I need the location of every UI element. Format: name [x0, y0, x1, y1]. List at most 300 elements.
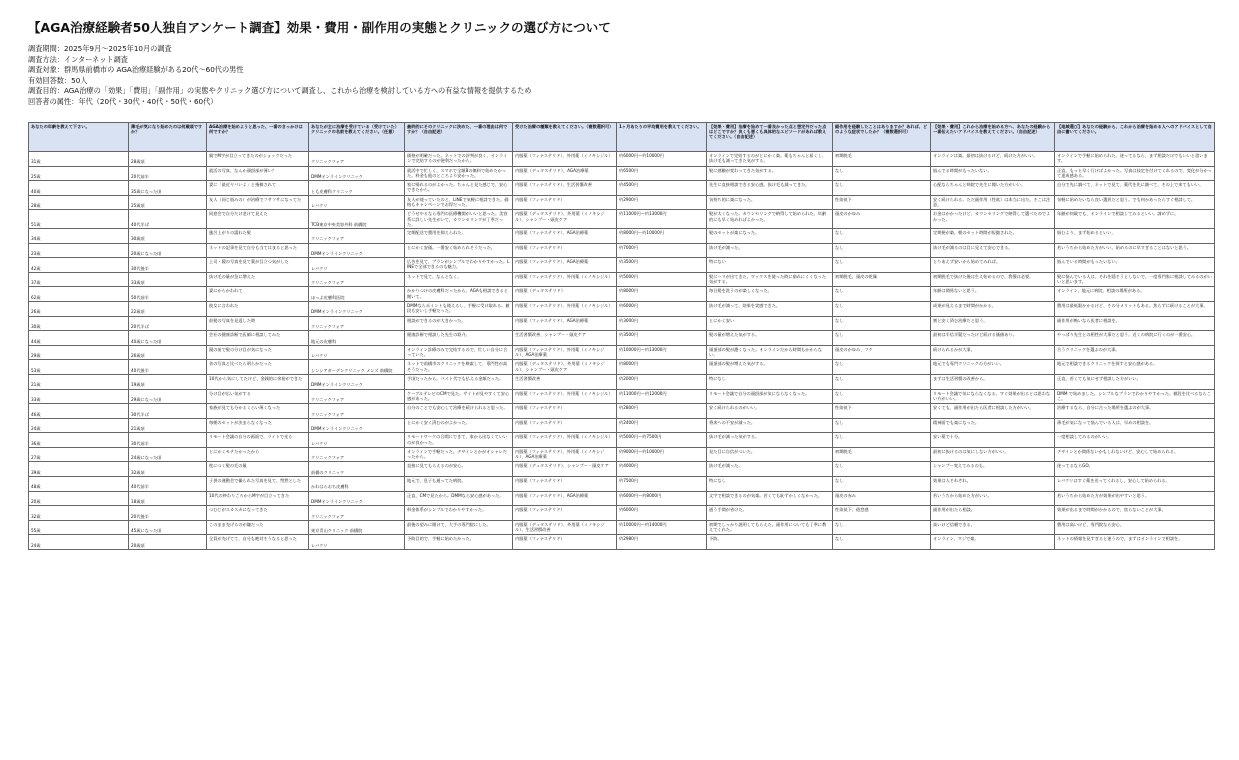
table-cell: 正直、もっと早く行けばよかった。写真は技定を付けてくれるので、変化が分かって達成感ある。 [1055, 166, 1215, 181]
table-cell: 副作用が出たら相談。 [931, 506, 1055, 521]
table-cell: 初期脱毛 [833, 447, 931, 462]
table-cell: 22歳頃 [129, 301, 207, 316]
table-cell: 心配ならちゃんと病院で先生に聞いた方がいい。 [931, 181, 1055, 196]
table-cell: 抜け毛の量が急に増えた [207, 272, 309, 287]
table-cell: 28歳頃 [129, 152, 207, 167]
table-cell: 毎朝のセットが決まらなくなった [207, 418, 309, 433]
table-cell: なし [833, 433, 931, 448]
table-row [29, 272, 1215, 287]
table-cell: 約6000円〜約8000円 [617, 491, 707, 506]
table-cell: 内服薬（フィナステリド）、外用薬（ミノキシジル） [513, 433, 617, 448]
table-cell: クリニックフォア [309, 389, 405, 404]
table-cell: TCB東京中央美容外科 前橋院 [309, 210, 405, 229]
table-cell: デザインとか関係ないかもしれないけど、安心して始められる。 [1055, 447, 1215, 462]
table-cell: 24歳 [29, 418, 129, 433]
table-cell: 24歳 [29, 535, 129, 550]
table-cell: クリニックフォア [309, 228, 405, 243]
table-cell: 気持ち的に楽になった。 [707, 195, 833, 210]
table-cell: 若いうちから始めた方がいい。始めるのに早すぎることはないと思う。 [1055, 243, 1215, 258]
table-cell: 28歳 [29, 195, 129, 210]
table-cell: 約2400円 [617, 418, 707, 433]
table-cell: 髪に悩んでいる人は、それを隠そうとしないで、一度専門家に相談してみるのがいいと思います。 [1055, 272, 1215, 287]
table-cell: 36歳 [29, 433, 129, 448]
table-cell: 40代半ば [129, 210, 207, 229]
table-cell: 安くても、副作用が出たら医者に相談した方がいい。 [931, 404, 1055, 419]
table-cell: なし [833, 243, 931, 258]
table-cell: なし [833, 331, 931, 346]
table-cell: 約6000円〜約10000円 [617, 152, 707, 167]
table-cell: 20歳になった頃 [129, 243, 207, 258]
table-cell: 就活の写真、なんか頭頂部が薄い？ [207, 166, 309, 181]
table-cell: 初期でしっかり説明してもらえた。副作用についても丁寧に教えてくれた。 [707, 520, 833, 535]
table-cell: 37歳 [29, 272, 129, 287]
table-row [29, 389, 1215, 404]
table-cell: 内服薬（フィナステリド）、外用薬（ミノキシジル） [513, 272, 617, 287]
table-cell: 20代後半 [129, 506, 207, 521]
table-cell: 21歳頃 [129, 418, 207, 433]
table-cell: 内服薬（フィナステリド） [513, 195, 617, 210]
table-cell: 約2800円 [617, 404, 707, 419]
table-cell: 約11000円〜約12000円 [617, 389, 707, 404]
table-row [29, 316, 1215, 331]
table-row [29, 520, 1215, 535]
table-cell: DMM で始めました。シンプルなプランでわかりやすかった。値段を比べるならここ。 [1055, 389, 1215, 404]
table-cell: 20代前半 [129, 166, 207, 181]
table-cell: なし [833, 374, 931, 389]
table-cell: なし [833, 520, 931, 535]
table-cell: 39歳 [29, 462, 129, 477]
table-cell: 定期便が楽。朝のセット時間が短縮された。 [931, 228, 1055, 243]
table-cell: レバクリ [309, 195, 405, 210]
table-row [29, 166, 1215, 181]
table-row [29, 331, 1215, 346]
table-cell: 18歳頃 [129, 491, 207, 506]
table-cell: なし [833, 477, 931, 492]
table-cell: 地元で、息子も通ってた病院。 [405, 477, 513, 492]
table-cell: クリニックフォア [309, 316, 405, 331]
meta-count: 有効回答数：50人 [28, 75, 88, 85]
table-cell: 性欲低下 [833, 404, 931, 419]
table-cell: 内服薬（フィナステリド）、AGA治療薬 [513, 316, 617, 331]
table-cell: ほっぷ皮膚科医院 [309, 287, 405, 302]
table-cell: 自分のことでも安心して治療を続けられると思った。 [405, 404, 513, 419]
table-cell: DMMオンラインクリニック [309, 166, 405, 181]
table-cell: 髪の量が増えた気がする。 [707, 331, 833, 346]
table-cell: 抜け毛が減った。 [707, 243, 833, 258]
table-cell: 25歳頃 [129, 195, 207, 210]
table-cell: 31歳 [29, 152, 129, 167]
table-cell: とにかく安価。一番安く始められそうだった。 [405, 243, 513, 258]
table-cell: 東京青山クリニック 前橋院 [309, 520, 405, 535]
table-row [29, 404, 1215, 419]
table-cell: 上司・鏡の写真を見て薬が目立つ気がした [207, 258, 309, 273]
table-cell: 安い薬で十分。 [931, 433, 1055, 448]
table-cell: 年齢が何歳でも、オンラインで相談してみるといい。諦めずに。 [1055, 210, 1215, 229]
table-cell: このまま禿げるのが嫌だった [207, 520, 309, 535]
table-cell: 42歳 [29, 258, 129, 273]
table-cell: やっぱり先生との相性が大事だと思う。近くの病院に行くのが一番安心。 [1055, 331, 1215, 346]
table-cell: 約6000円 [617, 506, 707, 521]
table-cell: とにかくモテたかったから [207, 447, 309, 462]
table-cell: 自分で先に調べて、ネットで見て、薬代を先に調べて、その上で来てもいい。 [1055, 181, 1215, 196]
table-cell: 特にない [707, 258, 833, 273]
table-cell: 手頃だったから。バイト代でも払える金額だった。 [405, 374, 513, 389]
table-cell: 約4000円 [617, 462, 707, 477]
table-cell: 30代前半 [129, 433, 207, 448]
column-header: 【効果・費用】これから治療を始める方へ、あなたの経験から一番伝えたいアドバイスを教えてください。（自由記述） [931, 123, 1055, 152]
table-cell: ネットの情報を見すぎると迷うので、まずはオンラインで相談を。 [1055, 535, 1215, 550]
table-cell: シャンプー変えてみるのも。 [931, 462, 1055, 477]
table-cell: 彼女に言われた [207, 301, 309, 316]
table-cell: ケーブルテレビのCMで見た。サイトが見やすくて安心感があった。 [405, 389, 513, 404]
table-cell: 家に帰れるのがよかった。ちゃんと見た感じで、安心できたから。 [405, 181, 513, 196]
table-cell: 全員が禿げてて、自分も絶対そうなると思った [207, 535, 309, 550]
survey-meta [28, 44, 531, 108]
table-row [29, 152, 1215, 167]
table-cell: 約8000円〜約10000円 [617, 228, 707, 243]
column-header: 最終的にそのクリニックに決めた、一番の理由は何ですか？（自由記述） [405, 123, 513, 152]
table-cell: 約8000円 [617, 287, 707, 302]
table-cell: 内服薬（フィナステリド） [513, 243, 617, 258]
table-cell: 頭皮の赤み [833, 491, 931, 506]
survey-table-wrapper [28, 122, 1214, 550]
column-header: 【地域選び】あなたの経験から、これから治療を始める人へのアドバイスとして自由に書いてください。 [1055, 123, 1215, 152]
table-cell: 32歳頃 [129, 462, 207, 477]
table-cell: 10代の終わりごろからM字が目立ってきた [207, 491, 309, 506]
table-row [29, 195, 1215, 210]
table-row [29, 181, 1215, 196]
table-cell: 内服薬（フィナステリド）、生活習慣改善 [513, 181, 617, 196]
table-cell: 健康診断で相談した先生の紹介。 [405, 331, 513, 346]
table-cell: 妻に「最近ヤバいよ」と指摘されて [207, 181, 309, 196]
table-cell: 同窓会で自分だけ老けて見えた [207, 210, 309, 229]
table-cell: シンシアガーデンクリニック メンズ 前橋院 [309, 360, 405, 375]
table-cell: 妻にからかわれて [207, 287, 309, 302]
table-cell: DMMオンラインクリニック [309, 491, 405, 506]
table-cell: 約7500円 [617, 477, 707, 492]
table-cell: 直接に見てもらえるのが安心。 [405, 462, 513, 477]
table-row [29, 506, 1215, 521]
table-cell: 内服薬（フィナステリド）、AGA治療薬 [513, 228, 617, 243]
table-cell: なし [833, 287, 931, 302]
table-cell: なし [833, 535, 931, 550]
table-cell: 内服薬（フィナステリド） [513, 535, 617, 550]
table-cell: 20代半ば [129, 316, 207, 331]
table-cell: 内服薬（デュタステリド）、外用薬（ミノキシジル）、生活習慣改善 [513, 520, 617, 535]
table-cell: レバクリ [309, 345, 405, 360]
table-cell: 24歳になった頃 [129, 447, 207, 462]
table-row [29, 535, 1215, 550]
table-cell: 48歳 [29, 477, 129, 492]
table-cell: 抜け毛が減るのは目に見えて安心できる。 [931, 243, 1055, 258]
table-cell: お金はかかったけど、カウンセリングで納得して選べたのでよかった。 [931, 210, 1055, 229]
table-cell: 髪にハリが出てきた。ワックスを使った時に崩れにくくなった気がする。 [707, 272, 833, 287]
table-cell: クリニックフォア [309, 447, 405, 462]
table-cell: 26歳 [29, 301, 129, 316]
column-header: 1ヶ月あたりの平均費用を教えてください。 [617, 123, 707, 152]
table-cell: 安く続けられるのがいい。 [707, 404, 833, 419]
table-cell: かわはらおち皮膚科 [309, 477, 405, 492]
table-cell: 相談ができるのが大きかった。 [405, 316, 513, 331]
page-title: 【AGA治療経験者50人独自アンケート調査】効果・費用・副作用の実態とクリニックの選び方について [28, 20, 611, 35]
table-cell: 効果は人それぞれ。 [931, 477, 1055, 492]
column-header: あなたの年齢を教えて下さい。 [29, 123, 129, 152]
table-cell: 治療するなら、自分に合った場所を選ぶのが大事。 [1055, 404, 1215, 419]
table-cell: 46歳 [29, 404, 129, 419]
table-cell: 内服薬（デュタステリド） [513, 287, 617, 302]
table-cell: 30代半ば [129, 404, 207, 419]
meta-method: 調査方法：インターネット調査 [28, 54, 128, 64]
table-cell: 家族が見ても分かるくらい薄くなった [207, 404, 309, 419]
table-cell: 約7000円 [617, 243, 707, 258]
table-cell: 34歳 [29, 228, 129, 243]
table-cell: 性欲低下、倦怠感 [833, 506, 931, 521]
table-cell: 一度相談してみるのがいい。 [1055, 433, 1215, 448]
table-cell: 内服薬（フィナステリド）、外用薬（ミノキシジル）、AGA治療薬 [513, 447, 617, 462]
table-cell: 悩むより、まず始めるといい。 [1055, 228, 1215, 243]
survey-table [28, 122, 1215, 550]
table-cell: 子供の運動会で撮られた写真を見て、愕然とした [207, 477, 309, 492]
table-cell: 約3500円 [617, 331, 707, 346]
table-cell: 毎日髪を洗うのが楽しくなった。 [707, 287, 833, 302]
table-cell: 29歳になった頃 [129, 389, 207, 404]
table-cell: 見た目に自信がついた。 [707, 447, 833, 462]
table-row [29, 243, 1215, 258]
table-cell: 分け目が広い気がする [207, 389, 309, 404]
table-cell: 価格が明確だった。ネットでの評判が良く、オンラインで完結するのが便利だったから。 [405, 152, 513, 167]
table-cell: 19歳頃 [129, 374, 207, 389]
table-cell: 約4500円 [617, 181, 707, 196]
table-cell: リモート会議で気にならなくなる。すぐ効果が出るとは思わない方がいい。 [931, 389, 1055, 404]
table-cell: 頭皮のかゆみ、フケ [833, 345, 931, 360]
table-body [29, 152, 1215, 550]
column-header: AGA治療を始めようと思った、一番のきっかけは何ですか？ [207, 123, 309, 152]
table-cell: 昔の写真と比べたら明らかだった [207, 360, 309, 375]
table-cell: 抜け毛が減った気がする。 [707, 433, 833, 448]
table-row [29, 345, 1215, 360]
table-cell: 33歳頃 [129, 272, 207, 287]
table-cell: 頭頂部の髪が濃くなった。オンラインだから時間もかからない。 [707, 345, 833, 360]
table-cell: 内服薬（フィナステリド） [513, 404, 617, 419]
table-cell: リモートワークの合間にできて、家から出なくていいのが良かった。 [405, 433, 513, 448]
table-cell: 友人が使っていたのと、LINEで気軽に相談できた。価格もキャンペーンでお得だった。 [405, 195, 513, 210]
table-cell: 髪のセットが楽になった。 [707, 228, 833, 243]
table-cell: DMMオンラインクリニック [309, 301, 405, 316]
table-cell: 30歳頃 [129, 228, 207, 243]
table-cell: 初期脱毛、頭皮の乾燥 [833, 272, 931, 287]
table-cell: DMMオンラインクリニック [309, 243, 405, 258]
table-cell: 29歳 [29, 345, 129, 360]
table-cell: 約6500円 [617, 166, 707, 181]
column-header: 受けた治療の種類を教えてください。（複数選択可） [513, 123, 617, 152]
table-cell: 年齢は関係ないと思う。 [931, 287, 1055, 302]
table-cell: 正直、若くても気にせず相談した方がいい。 [1055, 374, 1215, 389]
table-cell: レバクリはすぐ薬を送ってくれるし、安心して始められる。 [1055, 477, 1215, 492]
table-cell: 約2000円 [617, 374, 707, 389]
table-cell: 料金体系がシンプルでわかりやすかった。 [405, 506, 513, 521]
table-cell: 内服薬（デュタステリド）、シャンプー・頭皮ケア [513, 462, 617, 477]
table-cell: ネットで前橋市のクリニックを検索して、専門性が高そうだった。 [405, 360, 513, 375]
table-cell: 21歳 [29, 374, 129, 389]
table-cell: 10代から気にしてたけど、金銭的に余裕ができた [207, 374, 309, 389]
table-cell: オンラインで手軽に始められた。迷ってるなら、まず相談だけでもいいと思います。 [1055, 152, 1215, 167]
table-cell: 地元で相談できるクリニックを探すと安心感がある。 [1055, 360, 1215, 375]
table-cell: 副作用が怖いなら医者に相談を。 [1055, 316, 1215, 331]
table-cell: 最初は半信半疑だったけど続ける価値あり。 [931, 331, 1055, 346]
table-cell: 53歳 [29, 360, 129, 375]
table-cell: リモート会議の自分の画面で、ライトで光る [207, 433, 309, 448]
meta-period: 調査期間：2025年9月～2025年10月の調査 [28, 44, 172, 53]
table-cell: 初期脱毛で抜けた後は生え始めるので、我慢は必要。 [931, 272, 1055, 287]
table-cell: 内服薬（フィナステリド） [513, 506, 617, 521]
table-row [29, 418, 1215, 433]
table-cell: 友人（同じ悩みの）が治療でフサフサになってた [207, 195, 309, 210]
table-cell: 鏡の前で髪の分け目が気になった [207, 345, 309, 360]
table-cell: 抜け毛が減って、効果を実感できた。 [707, 301, 833, 316]
table-row [29, 462, 1215, 477]
table-cell: 約10000円〜約13000円 [617, 345, 707, 360]
table-cell: 通う手間が省けた。 [707, 506, 833, 521]
table-cell: 広告を見て、プランがシンプルでわかりやすかった。LINEで全部できるのも魅力。 [405, 258, 513, 273]
table-cell: 親でM字が目立ってきたのがショックだった [207, 152, 309, 167]
table-cell: なし [833, 316, 931, 331]
table-row [29, 477, 1215, 492]
column-header: 【効果・費用】治療を始めて一番良かった点と想定外だった点はどこですか？良くも悪くも具体的なエピソードがあれば教えてください。（自由記述） [707, 123, 833, 152]
table-cell: 成果が見えるまで時間がかかる。 [931, 301, 1055, 316]
table-cell: なし [833, 301, 931, 316]
header-row [29, 123, 1215, 152]
table-cell: オンラインで手軽だった。デザインとかがオシャレだったから。 [405, 447, 513, 462]
table-cell: DMMオンラインクリニック [309, 418, 405, 433]
table-cell: 約2980円 [617, 535, 707, 550]
table-cell: レバクリ [309, 433, 405, 448]
table-cell: 35歳になった頃 [129, 181, 207, 196]
table-cell: 抜け毛が減った。 [707, 462, 833, 477]
table-cell: 悩んでる時間がもったいない。 [931, 166, 1055, 181]
table-cell: 生活習慣改善、シャンプー・頭皮ケア [513, 331, 617, 346]
table-cell: 約5000円〜約7500円 [617, 433, 707, 448]
table-cell: 40歳 [29, 181, 129, 196]
table-cell: なし [833, 462, 931, 477]
table-cell: 会社の健康診断で医師に相談してみた [207, 331, 309, 346]
table-cell: 薄毛が気になって悩んでいる人は、早めの相談を。 [1055, 418, 1215, 433]
table-cell: オンライン、マジで楽。 [931, 535, 1055, 550]
meta-attributes: 回答者の属性：年代（20代・30代・40代・50代・60代） [28, 96, 218, 106]
table-cell: なし [833, 228, 931, 243]
table-cell: つむじがスカスカになってきた [207, 506, 309, 521]
table-cell: 約9000円〜約10000円 [617, 447, 707, 462]
table-cell: 約5000円 [617, 272, 707, 287]
table-cell: とにかく安い [707, 316, 833, 331]
table-row [29, 228, 1215, 243]
table-cell: 50代前半 [129, 287, 207, 302]
table-cell: 32歳 [29, 506, 129, 521]
table-cell: 割と安く済む治療だと思う。 [931, 316, 1055, 331]
table-cell: 特になし [707, 374, 833, 389]
table-cell: DMMならポイントも使えるし、手軽に受け取れる。値段も安いし手軽だった。 [405, 301, 513, 316]
column-header: あなたが主に治療を受けている（受けていた）クリニックの名前を教えてください。（任意） [309, 123, 405, 152]
table-cell: リモート会議で自分の頭頂部が気にならなくなった。 [707, 389, 833, 404]
table-cell: とにかく安く済むのがよかった。 [405, 418, 513, 433]
table-cell: 若いうちから始めた方が効果が出やすいと思う。 [1055, 491, 1215, 506]
table-cell: 55歳 [29, 520, 129, 535]
table-cell: 高いけど信頼できる。 [931, 520, 1055, 535]
table-cell: 最後の望みに賭けて、大手の専門院にした。 [405, 520, 513, 535]
table-cell: 続けられるかが大事。 [931, 345, 1055, 360]
table-cell: 20歳 [29, 491, 129, 506]
table-cell: ネットの記事を見て自分も当てはまると思った [207, 243, 309, 258]
table-cell: なし [833, 258, 931, 273]
table-cell: まずは生活習慣の改善から。 [931, 374, 1055, 389]
table-cell: 30代後半 [129, 258, 207, 273]
table-row [29, 447, 1215, 462]
table-cell: クリニックフォア [309, 152, 405, 167]
table-row [29, 433, 1215, 448]
table-cell: なし [833, 389, 931, 404]
meta-purpose: 調査目的：AGA治療の「効果」「費用」「副作用」の実態やクリニック選び方について調査し、これから治療を検討している方への有益な情報を提供するため [28, 86, 532, 96]
table-cell: 就活中で忙しく、スマホで全額Bの無料で始めたかった。料金も他のところより安かった。 [405, 166, 513, 181]
table-cell: オンライン、地元に病院、相談の場所がある。 [1055, 287, 1215, 302]
table-cell: 定期配送で費用を抑えられた。 [405, 228, 513, 243]
table-cell: 44歳 [29, 331, 129, 346]
table-cell: 気軽に始めたいなら良い選択だと思う。でも何かあったらすぐ相談して。 [1055, 195, 1215, 210]
table-cell: 内服薬（フィナステリド）、外用薬（ミノキシジル） [513, 301, 617, 316]
table-cell: 合うクリニックを選ぶのが大事。 [1055, 345, 1215, 360]
table-cell: 内服薬（フィナステリド） [513, 418, 617, 433]
table-cell: 初期脱毛 [833, 152, 931, 167]
table-cell: 将来への不安が減った。 [707, 418, 833, 433]
table-cell: 頭皮のかゆみ [833, 210, 931, 229]
table-cell: 約10000円〜約14000円 [617, 520, 707, 535]
table-cell: 内服薬（フィナステリド） [513, 477, 617, 492]
table-cell: なし [833, 360, 931, 375]
table-cell: 内服薬（フィナステリド）、外用薬（ミノキシジル）、AGA治療薬 [513, 345, 617, 360]
table-cell: どうせやるなら専門の医療機関がいいと思った。美容系に詳しい先生がいて、カウンセリングが丁寧だった。 [405, 210, 513, 229]
table-cell: 51歳 [29, 210, 129, 229]
table-cell: レバクリ [309, 535, 405, 550]
table-row [29, 287, 1215, 302]
table-cell: 安く続けられる。ただ副作用（性欲）は本当に出た。そこは注意。 [931, 195, 1055, 210]
table-cell: 約2900円 [617, 195, 707, 210]
table-cell: 枕につく髪の毛の量 [207, 462, 309, 477]
table-cell: 髪に感触が変わってきた気がする。 [707, 166, 833, 181]
table-cell: 23歳 [29, 243, 129, 258]
table-cell: 地元でも専門クリニックの方がいい。 [931, 360, 1055, 375]
table-cell: なし [833, 181, 931, 196]
table-row [29, 301, 1215, 316]
table-cell: クリニックフォア [309, 272, 405, 287]
table-cell: 性欲低下 [833, 195, 931, 210]
table-cell: 予防目的で、手軽に始めたかった。 [405, 535, 513, 550]
table-cell: 約3500円 [617, 258, 707, 273]
table-cell: なし [833, 166, 931, 181]
table-cell: 内服薬（フィナステリド）、AGA治療薬 [513, 258, 617, 273]
table-cell: 迷ってるならGO。 [1055, 462, 1215, 477]
table-cell: とりあえず安いから始めてみれば。 [931, 258, 1055, 273]
column-header: 副作用を経験したことはありますか？あれば、どのような症状でしたか？（複数選択可） [833, 123, 931, 152]
table-cell: クリニックフォア [309, 404, 405, 419]
table-cell: 26歳頃 [129, 345, 207, 360]
table-cell: 25歳 [29, 166, 129, 181]
table-cell: 予防。 [707, 535, 833, 550]
table-cell: とも皮膚科クリニック [309, 181, 405, 196]
table-row [29, 210, 1215, 229]
table-cell: 頭頂部の髪が増えた気がする。 [707, 360, 833, 375]
table-cell: 費用は最低限かかるけど、その分メリットもある。焦らずに続けることが大事。 [1055, 301, 1215, 316]
table-cell: 費用は高いけど、専門院なら安心。 [1055, 520, 1215, 535]
table-cell: 内服薬（デュタステリド）、AGA治療薬 [513, 166, 617, 181]
table-cell: 40代後半 [129, 360, 207, 375]
